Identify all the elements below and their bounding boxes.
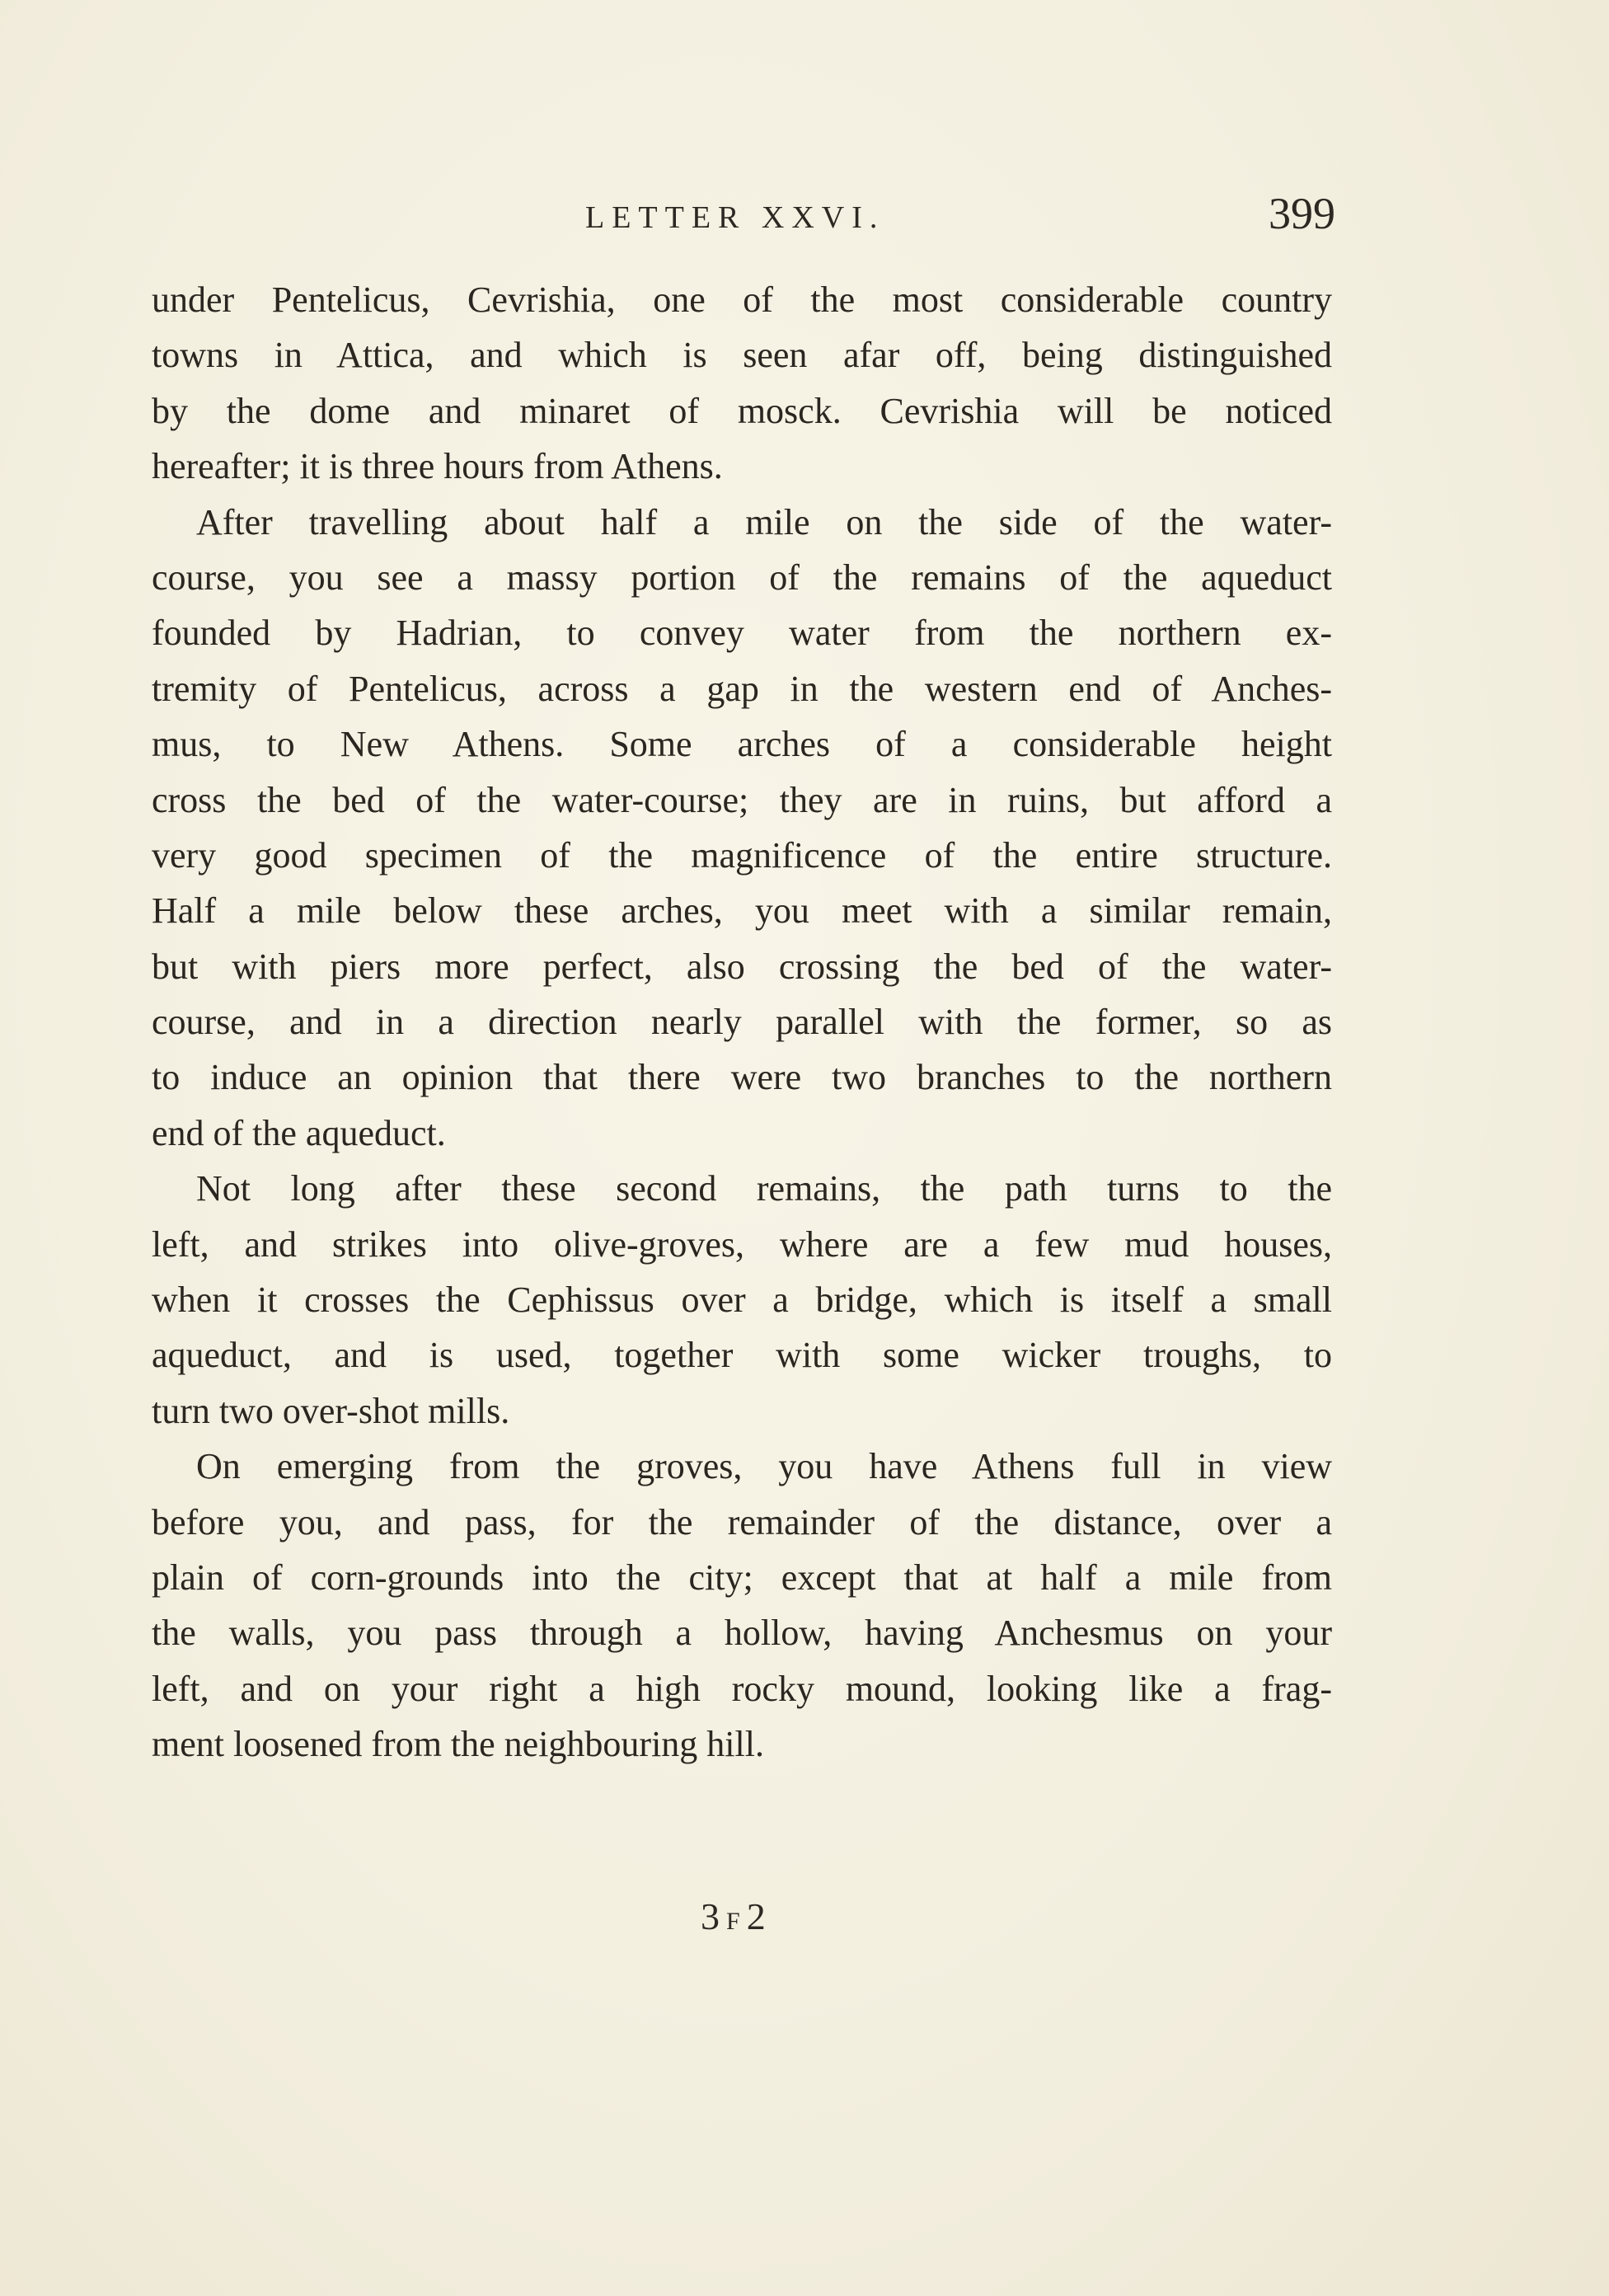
text-line: the walls, you pass through a hollow, having Anchesmus on your <box>152 1613 1332 1654</box>
text-line: On emerging from the groves, you have Athens full in view <box>196 1446 1332 1487</box>
paragraph <box>152 272 1332 495</box>
text-line: cross the bed of the water-course; they are in ruins, but afford a <box>152 779 1332 820</box>
text-line: plain of corn-grounds into the city; except that at half a mile from <box>152 1556 1332 1598</box>
text-line: but with piers more perfect, also crossing the bed of the water- <box>152 946 1332 987</box>
text-line: turn two over-shot mills. <box>152 1390 510 1431</box>
text-line: tremity of Pentelicus, across a gap in the western end of Anches- <box>152 668 1332 709</box>
body-text <box>152 272 1332 1772</box>
text-line: under Pentelicus, Cevrishia, one of the most considerable country <box>152 279 1332 320</box>
text-line: very good specimen of the magnificence of the entire structure. <box>152 834 1332 876</box>
signature-letter: F <box>726 1908 747 1935</box>
running-head: LETTER XXVI. <box>585 200 885 235</box>
paragraph <box>152 495 1332 1162</box>
printer-signature <box>701 1895 772 1938</box>
paragraph <box>152 1161 1332 1439</box>
page-number: 399 <box>1269 189 1335 238</box>
text-line: end of the aqueduct. <box>152 1112 446 1153</box>
text-line: left, and on your right a high rocky mound, looking like a frag- <box>152 1668 1332 1709</box>
signature-lead: 3 <box>701 1895 726 1937</box>
text-line: Half a mile below these arches, you meet with a similar remain, <box>152 890 1332 932</box>
text-line: Not long after these second remains, the path turns to the <box>196 1168 1332 1209</box>
text-line: to induce an opinion that there were two branches to the northern <box>152 1057 1332 1098</box>
text-line: left, and strikes into olive-groves, where are a few mud houses, <box>152 1223 1332 1265</box>
text-line: towns in Attica, and which is seen afar off, being distinguished <box>152 335 1332 376</box>
page-header <box>157 188 1335 246</box>
text-line: hereafter; it is three hours from Athens. <box>152 446 723 487</box>
text-line: mus, to New Athens. Some arches of a considerable height <box>152 724 1332 765</box>
text-line: After travelling about half a mile on the side of the water- <box>196 501 1332 542</box>
text-line: by the dome and minaret of mosck. Cevrishia will be noticed <box>152 390 1332 431</box>
signature-trail: 2 <box>746 1895 772 1937</box>
text-line: founded by Hadrian, to convey water from the northern ex- <box>152 613 1332 654</box>
text-line: ment loosened from the neighbouring hill. <box>152 1724 764 1765</box>
text-line: when it crosses the Cephissus over a bridge, which is itself a small <box>152 1279 1332 1321</box>
text-line: course, you see a massy portion of the remains of the aqueduct <box>152 556 1332 598</box>
paragraph <box>152 1439 1332 1772</box>
text-line: aqueduct, and is used, together with some wicker troughs, to <box>152 1335 1332 1376</box>
text-line: course, and in a direction nearly parallel with the former, so as <box>152 1002 1332 1043</box>
text-line: before you, and pass, for the remainder of the distance, over a <box>152 1501 1332 1542</box>
